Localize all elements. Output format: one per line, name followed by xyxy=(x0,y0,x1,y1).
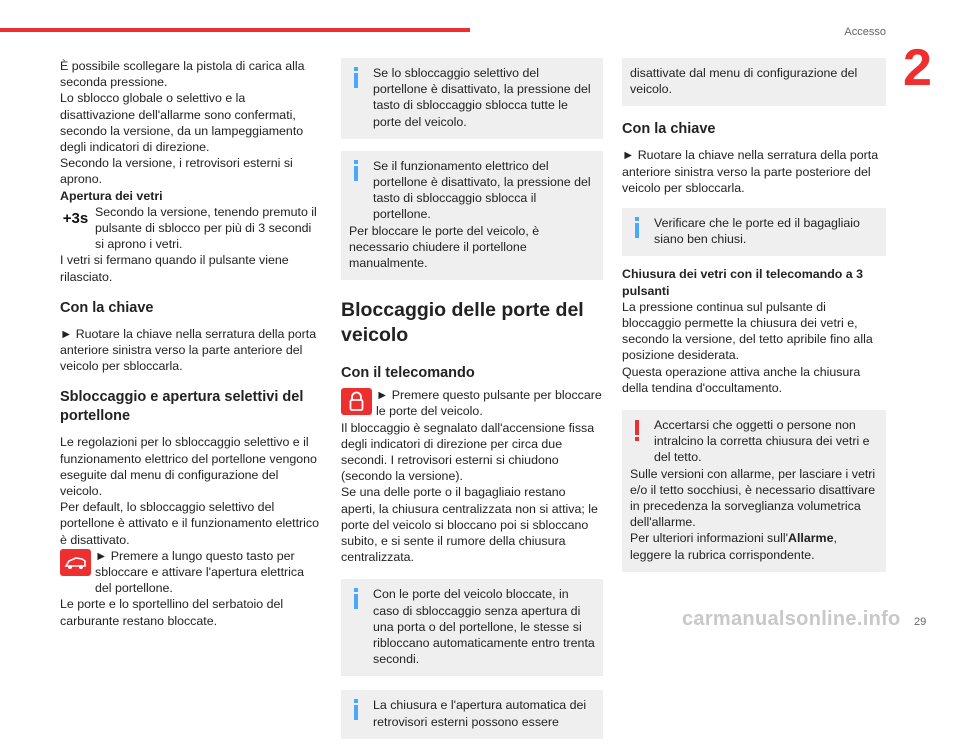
info-icon xyxy=(354,588,358,609)
info-note-text: Verificare che le porte ed il bagagliaio siano ben chiusi. xyxy=(654,216,860,247)
close-windows-title: Chiusura dei vetri con il telecomando a 3 pulsanti xyxy=(622,267,863,298)
info-note-text: Per bloccare le porte del veicolo, è necessario chiudere il portellone manualmente. xyxy=(349,223,540,271)
info-icon xyxy=(354,160,358,181)
paragraph: I vetri si fermano quando il pulsante viene rilasciato. xyxy=(60,253,289,284)
watermark: carmanualsonline.info xyxy=(682,608,901,630)
paragraph: Il bloccaggio è segnalato dall'accensione fissa degli indicatori di direzione per circa due secondi. I retrovisori esterni si chiudono (secondo la versione). xyxy=(341,420,595,484)
page-number: 29 xyxy=(914,616,927,628)
paragraph: Le porte e lo sportellino del serbatoio del carburante restano bloccate. xyxy=(60,597,284,628)
remote-title: Con il telecomando xyxy=(341,365,475,382)
tailgate-text: ► Premere a lungo questo tasto per sbloccare e attivare l'apertura elettrica del portellone. xyxy=(95,548,304,596)
info-icon xyxy=(354,699,358,720)
paragraph: Se una delle porte o il bagagliaio restano aperti, la chiusura centralizzata non si attiva; le porte del veicolo si bloccano poi si sbloccano subito, e si sente il rumore della chiusura centralizzata. xyxy=(341,485,598,565)
info-note-text: Se il funzionamento elettrico del portellone è disattivato, la pressione del tasto di sbloccaggio sblocca il portellone. xyxy=(373,158,591,222)
alarm-reference: Allarme xyxy=(788,531,834,546)
info-note xyxy=(622,208,886,256)
paragraph: Questa operazione attiva anche la chiusura della tendina d'occultamento. xyxy=(622,364,861,395)
lock-row xyxy=(341,387,603,419)
paragraph: Per default, lo sbloccaggio selettivo del portellone è attivato e il funzionamento elettrico è disattivato. xyxy=(60,500,319,547)
info-note-text: Se lo sbloccaggio selettivo del portellone è disattivato, la pressione del tasto di sbloccaggio sblocca tutte le porte del veicolo. xyxy=(373,66,591,129)
key-unlock-text: ► Ruotare la chiave nella serratura della porta anteriore sinistra verso la parte anteriore del veicolo per sbloccarla. xyxy=(60,326,317,374)
column-1 xyxy=(60,58,322,629)
lock-doors-title: Bloccaggio delle porte del veicolo xyxy=(341,299,584,347)
plus-3s-icon: +3s xyxy=(60,205,91,232)
info-note xyxy=(341,151,603,280)
paragraph: La pressione continua sul pulsante di bloccaggio permette la chiusura dei vetri e, secondo la versione, del tetto apribile fino alla posizione desiderata. xyxy=(622,299,873,363)
warning-icon xyxy=(635,420,639,441)
paragraph: Le regolazioni per lo sbloccaggio selettivo e il funzionamento elettrico del portellone vengono eseguite dal menu di configurazione del veicolo. xyxy=(60,435,317,499)
info-note-continued xyxy=(622,58,886,106)
lock-text: ► Premere questo pulsante per bloccare le porte del veicolo. xyxy=(376,388,602,419)
info-note xyxy=(341,58,603,139)
warning-note xyxy=(622,410,886,572)
info-note-text: La chiusura e l'apertura automatica dei retrovisori esterni possono essere xyxy=(373,698,587,729)
warning-text-part: , leggere la rubrica corrispondente. xyxy=(630,531,837,562)
header-accent-bar xyxy=(0,28,470,32)
section-title: Accesso xyxy=(844,26,886,38)
key-unlock-title: Con la chiave xyxy=(60,299,154,316)
key-lock-text: ► Ruotare la chiave nella serratura della porta anteriore sinistra verso la parte posteriore del veicolo per sbloccarla. xyxy=(622,148,879,195)
windows-opening-text: Secondo la versione, tenendo premuto il pulsante di sblocco per più di 3 secondi si aprono i vetri. xyxy=(95,204,317,252)
windows-opening-title: Apertura dei vetri xyxy=(60,188,163,203)
warning-text: Accertarsi che oggetti o persone non intralcino la corretta chiusura dei vetri e del tetto. xyxy=(654,418,870,465)
paragraph: Lo sblocco globale o selettivo e la disattivazione dell'allarme sono confermati, secondo la versione, da un lampeggiamento degli indicatori di direzione. xyxy=(60,91,304,155)
padlock-icon xyxy=(341,388,372,415)
info-icon xyxy=(354,67,358,88)
column-3 xyxy=(622,58,886,582)
paragraph: È possibile scollegare la pistola di carica alla seconda pressione. xyxy=(60,59,305,90)
chapter-number: 2 xyxy=(903,39,932,97)
info-note-text: disattivate dal menu di configurazione del veicolo. xyxy=(630,66,858,97)
tailgate-row xyxy=(60,548,322,597)
warning-text: Sulle versioni con allarme, per lasciare i vetri e/o il tetto socchiusi, è necessario disattivare in precedenza la sorveglianza volumetrica dell'allarme. xyxy=(630,466,876,530)
info-note xyxy=(341,579,603,676)
key-lock-title: Con la chiave xyxy=(622,121,716,138)
windows-opening-row xyxy=(60,204,322,253)
car-tailgate-icon xyxy=(60,549,91,576)
info-note-text: Con le porte del veicolo bloccate, in caso di sbloccaggio senza apertura di una porta o del portellone, le stesse si ribloccano automaticamente entro trenta secondi. xyxy=(373,587,595,667)
column-2 xyxy=(341,58,603,749)
warning-text-part: Per ulteriori informazioni sull' xyxy=(630,531,788,546)
selective-unlock-title: Sbloccaggio e apertura selettivi del portellone xyxy=(60,389,304,425)
info-icon xyxy=(635,217,639,238)
paragraph: Secondo la versione, i retrovisori esterni si aprono. xyxy=(60,156,293,187)
warning-text xyxy=(630,530,878,562)
info-note xyxy=(341,690,603,738)
